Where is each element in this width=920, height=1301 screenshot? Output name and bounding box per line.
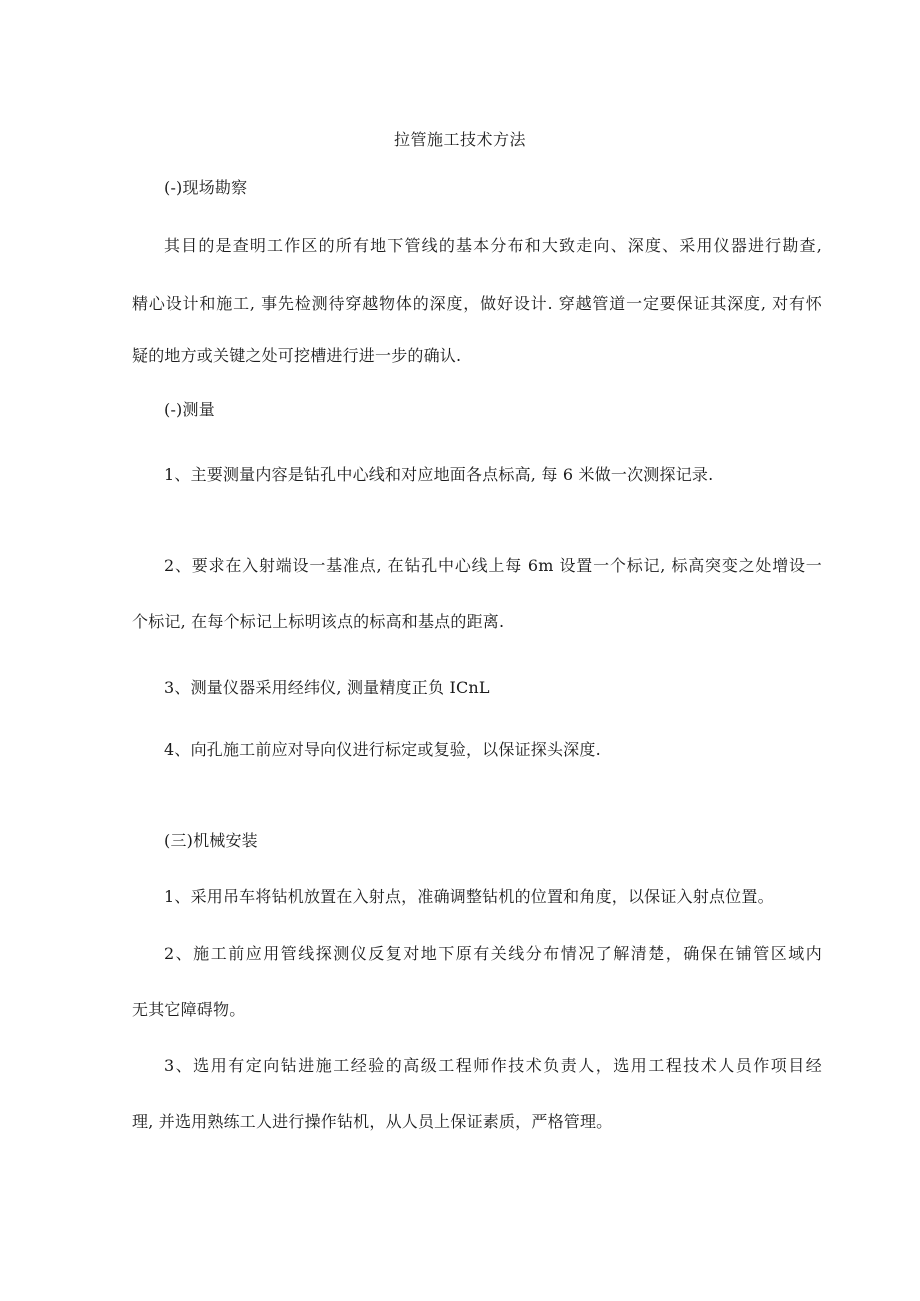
list-item: 4、向孔施工前应对导向仪进行标定或复验，以保证探头深度. — [164, 740, 601, 759]
paragraph-line: 理, 并选用熟练工人进行操作钻机，从人员上保证素质，严格管理。 — [132, 1112, 613, 1131]
list-item: 3、测量仪器采用经纬仪, 测量精度正负 ICnL — [164, 678, 490, 697]
section-heading-survey: (-)测量 — [164, 400, 215, 419]
list-item: 1、采用吊车将钻机放置在入射点，准确调整钻机的位置和角度，以保证入射点位置。 — [164, 887, 774, 906]
paragraph-line: 疑的地方或关键之处可挖槽进行进一步的确认. — [132, 346, 462, 365]
section-heading-site-survey: (-)现场勘察 — [164, 178, 248, 197]
paragraph-line: 无其它障碍物。 — [132, 1000, 246, 1019]
list-item: 2、要求在入射端设一基准点, 在钻孔中心线上每 6m 设置一个标记, 标高突变之处增设一 — [164, 556, 822, 575]
paragraph-line: 精心设计和施工, 事先检测待穿越物体的深度，做好设计. 穿越管道一定要保证其深度, 对有怀 — [132, 294, 822, 313]
page-title: 拉管施工技术方法 — [393, 130, 526, 149]
list-item: 2、施工前应用管线探测仪反复对地下原有关线分布情况了解清楚，确保在铺管区域内 — [164, 944, 822, 963]
list-item: 3、选用有定向钻进施工经验的高级工程师作技术负责人，选用工程技术人员作项目经 — [164, 1056, 822, 1075]
section-heading-machine-installation: (三)机械安装 — [164, 831, 258, 850]
list-item: 1、主要测量内容是钻孔中心线和对应地面各点标高, 每 6 米做一次测探记录. — [164, 465, 714, 484]
paragraph-line: 其目的是查明工作区的所有地下管线的基本分布和大致走向、深度、采用仪器进行勘查, — [164, 236, 822, 255]
paragraph-line: 个标记, 在每个标记上标明该点的标高和基点的距离. — [132, 612, 505, 631]
